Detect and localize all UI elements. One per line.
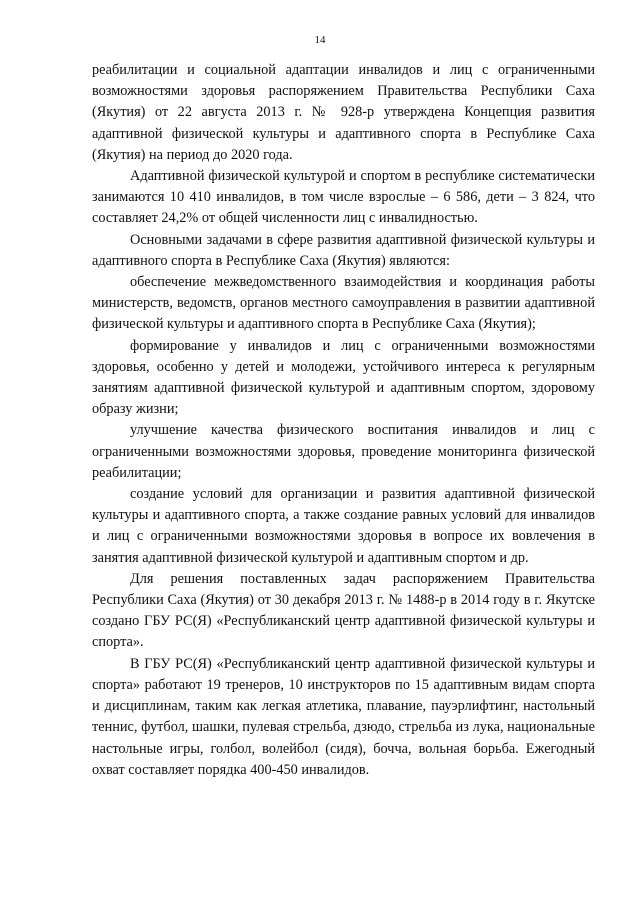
paragraph-tasks-intro: Основными задачами в сфере развития адаптивной физической культуры и адаптивного спорта в Республике Саха (Якутия) являются: <box>92 231 595 269</box>
paragraph-continuation: реабилитации и социальной адаптации инвалидов и лиц с ограниченными возможностями здоровья распоряжением Правительства Республики Саха (Якутия) от 22 августа 2013 г. № 928-р утверждена Концепция развития адаптивной физической культуры и адаптивного спорта в Республике Саха (Якутия) на период до 2020 года. <box>92 62 595 163</box>
paragraph-center-staff: В ГБУ РС(Я) «Республиканский центр адаптивной физической культуры и спорта» работают 19 тренеров, 10 инструкторов по 15 адаптивным видам спорта и дисциплинам, таким как легкая атлетика, плавание, пауэрлифтинг, настольный теннис, футбол, шашки, пулевая стрельба, дзюдо, стрельба из лука, национальные настольные игры, голбол, волейбол (сидя), бочча, вольная борьба. Ежегодный охват составляет порядка 400-450 инвалидов. <box>92 655 595 778</box>
list-item-coordination: обеспечение межведомственного взаимодействия и координация работы министерств, ведомств, органов местного самоуправления в развитии адаптивной физической культуры и адаптивного спорта в Республике Саха (Якутия); <box>92 274 595 333</box>
document-body <box>92 60 595 781</box>
page-number: 14 <box>314 34 326 46</box>
list-item-conditions: создание условий для организации и развития адаптивной физической культуры и адаптивного спорта, а также создание равных условий для инвалидов и лиц с ограниченными возможностями здоровья в вопросе их вовлечения в занятия адаптивной физической культурой и адаптивным спортом и др. <box>92 486 595 566</box>
list-item-quality: улучшение качества физического воспитания инвалидов и лиц с ограниченными возможностями здоровья, проведение мониторинга физической реабилитации; <box>92 422 595 481</box>
paragraph-statistics: Адаптивной физической культурой и спортом в республике систематически занимаются 10 410 инвалидов, в том числе взрослые – 6 586, дети – 3 824, что составляет 24,2% от общей численности лиц с инвалидностью. <box>92 168 595 227</box>
list-item-interest: формирование у инвалидов и лиц с ограниченными возможностями здоровья, особенно у детей и молодежи, устойчивого интереса к регулярным занятиям адаптивной физической культурой и адаптивным спортом, здоровому образу жизни; <box>92 337 595 418</box>
paragraph-center-creation: Для решения поставленных задач распоряжением Правительства Республики Саха (Якутия) от 30 декабря 2013 г. № 1488-р в 2014 году в г. Якутске создано ГБУ РС(Я) «Республиканский центр адаптивной физической культуры и спорта». <box>92 570 595 651</box>
